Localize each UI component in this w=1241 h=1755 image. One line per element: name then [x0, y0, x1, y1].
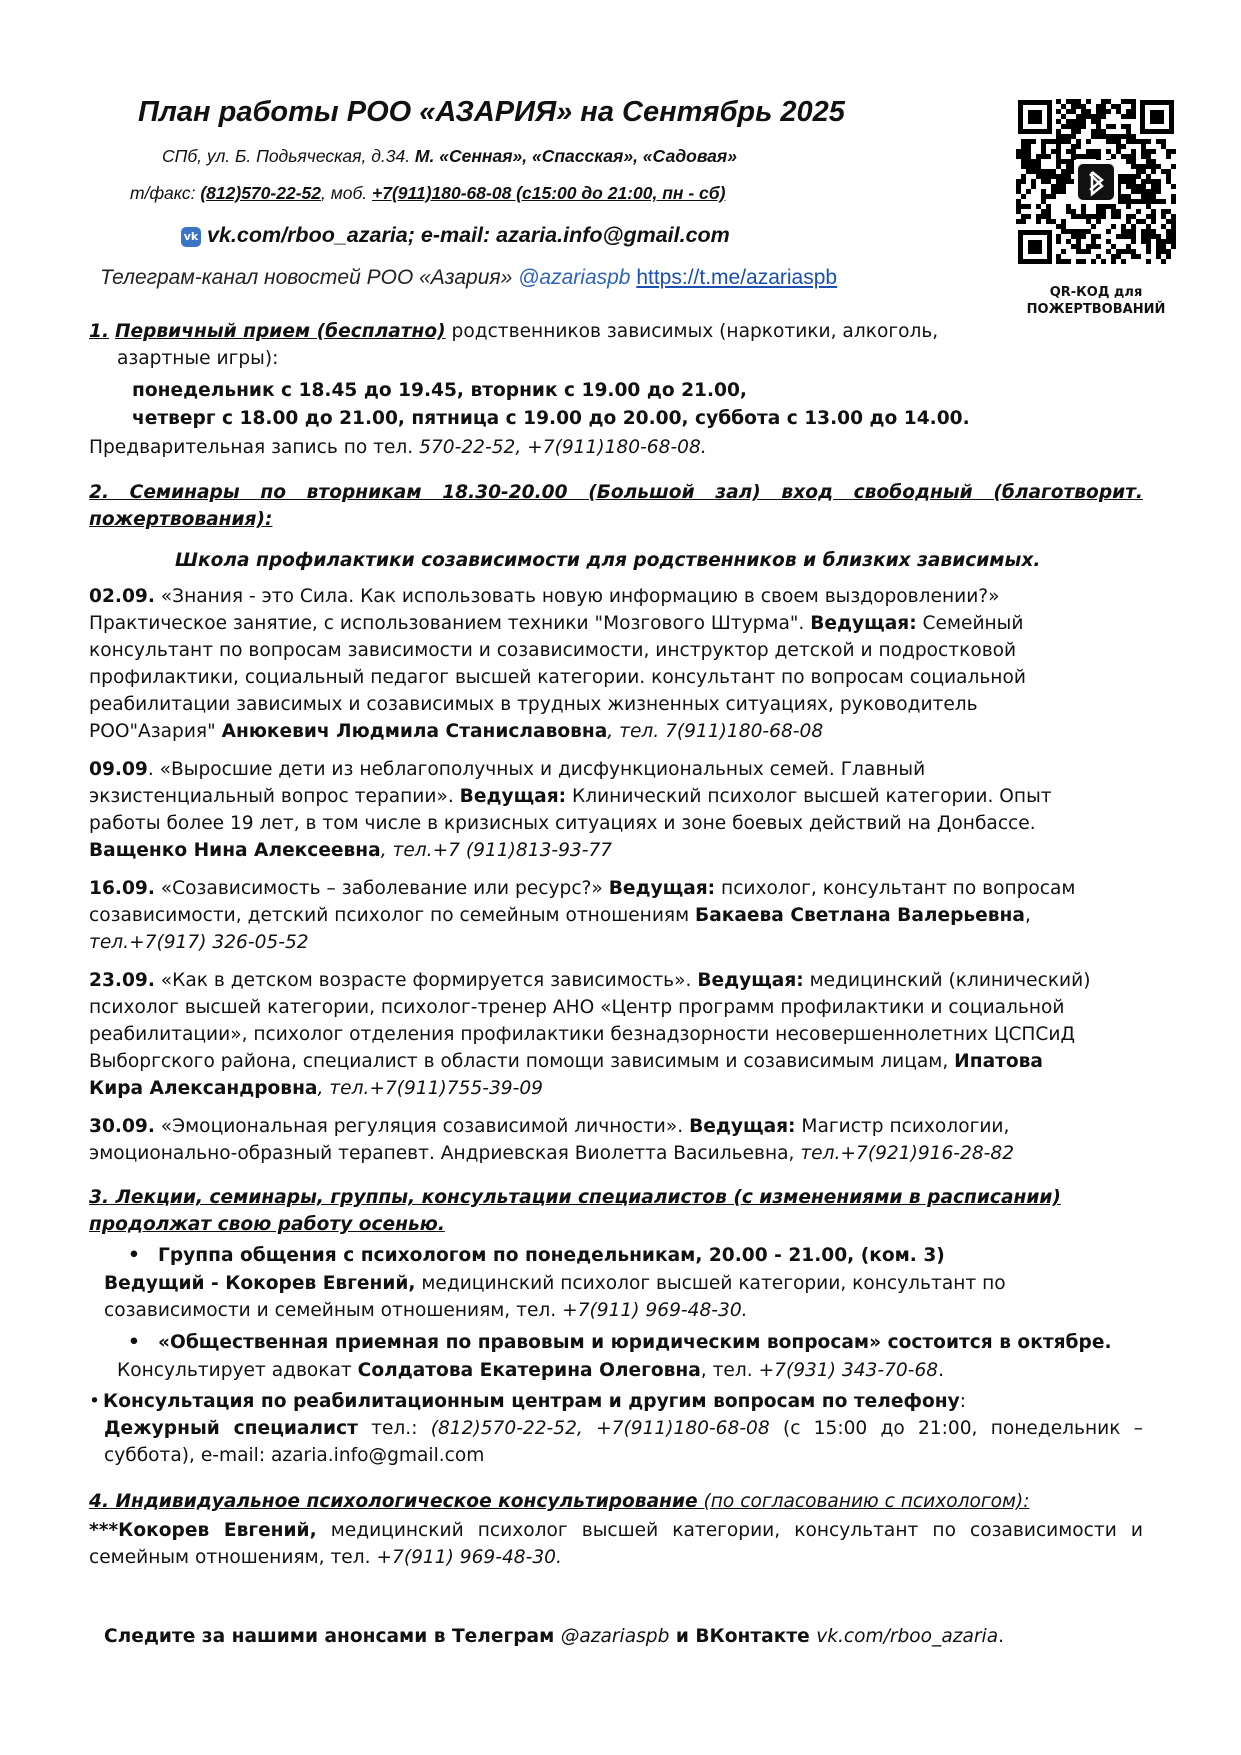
consultant-text: медицинский психолог высшей категории, консультант по созависимости и	[316, 1520, 1143, 1541]
bullet: •	[89, 1391, 100, 1412]
section-3-heading	[89, 1184, 1061, 1211]
seminar-line: консультант по вопросам зависимости и созависимости, инструктор детской и подростковой	[89, 640, 1017, 661]
footer-text: и ВКонтакте	[669, 1626, 817, 1647]
vk-email-line	[181, 223, 730, 248]
schedule-line-1: понедельник с 18.45 до 19.45, вторник с 19.00 до 21.00,	[132, 380, 747, 401]
consultant-name: ***Кокорев Евгений,	[89, 1520, 317, 1541]
seminar-text: эмоционально-образный терапевт. Андриевская Виолетта Васильевна,	[89, 1143, 801, 1164]
phone-consult-colon: :	[959, 1391, 966, 1412]
reception-text: Консультирует адвокат	[117, 1360, 358, 1381]
presenter-label: Ведущая:	[608, 878, 716, 899]
seminar-text: медицинский (клинический)	[803, 970, 1091, 991]
seminar-line	[89, 718, 823, 745]
section-3-heading-cont	[89, 1211, 445, 1238]
consultant-text: семейным отношениям, тел.	[89, 1547, 377, 1568]
presenter-label: Ведущая:	[697, 970, 804, 991]
seminar-text: созависимости, детский психолог по семейным отношениям	[89, 905, 696, 926]
qr-caption-line-2: ПОЖЕРТВОВАНИЙ	[1026, 302, 1166, 317]
seminar-line: работы более 19 лет, в том числе в кризисных ситуациях и зоне боевых действий на Донбассе.	[89, 813, 1036, 834]
reception-title: «Общественная приемная по правовым и юридическим вопросам» состоится в октябре.	[158, 1332, 1112, 1353]
presenter-phone: тел.+7(921)916-28-82	[800, 1143, 1015, 1164]
section-1-text: родственников зависимых (наркотики, алкоголь,	[445, 321, 939, 342]
seminar-line	[89, 1075, 543, 1102]
presenter-name: Бакаева Светлана Валерьевна	[695, 905, 1025, 926]
section-4-title: 4. Индивидуальное психологическое консультирование	[89, 1491, 698, 1512]
section-4-heading	[89, 1488, 1030, 1515]
seminar-text: Магистр психологии,	[795, 1116, 1010, 1137]
presenter-phone: , тел.+7 (911)813-93-77	[380, 840, 613, 861]
presenter-phone: , тел.+7(911)755-39-09	[317, 1078, 544, 1099]
presenter-name: Ипатова	[954, 1051, 1043, 1072]
seminar-text: психолог, консультант по вопросам	[715, 878, 1076, 899]
reception-name: Солдатова Екатерина Олеговна	[357, 1360, 701, 1381]
list-item	[128, 1329, 1112, 1356]
reception-text: .	[938, 1360, 945, 1381]
seminar-line	[89, 756, 925, 783]
footer-text: Следите за нашими анонсами в Телеграм	[104, 1626, 561, 1647]
seminar-line	[89, 1048, 1043, 1075]
seminar-text: Семейный	[916, 613, 1024, 634]
section-3-heading-line-1: 3. Лекции, семинары, группы, консультации специалистов (с изменениями в расписании)	[89, 1187, 1061, 1208]
section-1-title: Первичный прием (бесплатно)	[114, 321, 446, 342]
telegram-link[interactable]: https://t.me/azariaspb	[636, 266, 838, 289]
group-lead-text: медицинский психолог высшей категории, консультант по	[415, 1273, 1006, 1294]
presenter-label: Ведущая:	[810, 613, 917, 634]
seminar-line	[89, 1113, 1009, 1140]
presenter-name: Анюкевич Людмила Станиславовна	[221, 721, 608, 742]
qr-caption-line-1: QR-КОД для	[1049, 285, 1143, 300]
section-4-line	[89, 1544, 562, 1571]
section-3-heading-line-2: продолжат свою работу осенью.	[89, 1214, 445, 1235]
seminar-line	[89, 967, 1090, 994]
qr-caption	[1003, 284, 1189, 318]
seminar-topic: . «Выросшие дети из неблагополучных и дисфункциональных семей. Главный	[147, 759, 926, 780]
seminar-topic: «Знания - это Сила. Как использовать новую информацию в своем выздоровлении?»	[154, 586, 1000, 607]
duty-label: Дежурный специалист	[104, 1418, 358, 1439]
section-2-heading-line-2: пожертвования):	[89, 509, 273, 530]
consultant-phone: +7(911) 969-48-30.	[376, 1547, 562, 1568]
seminar-date: 02.09.	[89, 586, 155, 607]
presenter-label: Ведущая:	[689, 1116, 796, 1137]
seminar-line	[89, 1140, 1014, 1167]
seminar-line	[89, 783, 1052, 810]
seminar-date: 16.09.	[89, 878, 155, 899]
mobile-label: , моб.	[320, 183, 373, 203]
presenter-name: Кира Александровна	[89, 1078, 318, 1099]
footer-text: .	[998, 1626, 1005, 1647]
address-line	[162, 146, 737, 167]
seminar-topic: «Эмоциональная регуляция созависимой личности».	[154, 1116, 690, 1137]
presenter-name: Ващенко Нина Алексеевна	[89, 840, 381, 861]
presenter-phone: тел.+7(917) 326-05-52	[89, 932, 309, 953]
group-lead-phone: +7(911) 969-48-30.	[562, 1300, 748, 1321]
group-lead-name: Ведущий - Кокорев Евгений,	[104, 1273, 416, 1294]
group-title: Группа общения с психологом по понедельникам, 20.00 - 21.00, (ком. 3)	[158, 1245, 945, 1266]
duty-line	[104, 1415, 1143, 1442]
vk-icon: vk	[181, 227, 201, 247]
seminar-line	[89, 902, 1031, 929]
presenter-label: Ведущая:	[459, 786, 567, 807]
telegram-line	[100, 266, 837, 290]
seminar-line	[89, 583, 1000, 610]
duty-line: суббота), e-mail: azaria.info@gmail.com	[104, 1445, 485, 1466]
schedule-line-2: четверг с 18.00 до 21.00, пятница с 19.00 до 20.00, суббота с 13.00 до 14.00.	[132, 408, 970, 429]
group-lead-text: созависимости и семейным отношениям, тел.	[104, 1300, 563, 1321]
seminar-date: 09.09	[89, 759, 148, 780]
seminar-text: РОО"Азария"	[89, 721, 222, 742]
phone-main[interactable]: (812)570-22-52	[200, 183, 321, 203]
address-text: СПб, ул. Б. Подьяческая, д.34.	[162, 146, 415, 166]
seminar-line: психолог высшей категории, психолог-тренер АНО «Центр программ профилактики и социальной	[89, 997, 1065, 1018]
phone-consult-title: Консультация по реабилитационным центрам и другим вопросам по телефону	[103, 1391, 960, 1412]
seminar-text: Выборгского района, специалист в области помощи зависимым и созависимым лицам,	[89, 1051, 955, 1072]
bullet: •	[128, 1332, 140, 1353]
list-item	[128, 1242, 945, 1269]
seminar-line	[89, 837, 612, 864]
duty-text: тел.:	[357, 1418, 431, 1439]
seminar-line: реабилитации зависимых и созависимых в трудных жизненных ситуациях, руководитель	[89, 694, 978, 715]
footer-line	[104, 1623, 1004, 1650]
reception-phone: +7(931) 343-70-68	[758, 1360, 939, 1381]
bluetooth-icon	[1078, 164, 1114, 200]
seminar-line	[89, 610, 1023, 637]
group-lead-line	[104, 1270, 1006, 1297]
seminar-topic: «Созависимость – заболевание или ресурс?»	[154, 878, 609, 899]
prereg-label: Предварительная запись по тел.	[89, 437, 420, 458]
seminar-topic: «Как в детском возрасте формируется зависимость».	[154, 970, 698, 991]
group-lead-line	[104, 1297, 748, 1324]
duty-phones: (812)570-22-52, +7(911)180-68-08	[430, 1418, 770, 1439]
seminar-text: ,	[1024, 905, 1031, 926]
metro-stations: М. «Сенная», «Спасская», «Садовая»	[414, 146, 737, 166]
section-1-heading	[89, 318, 938, 345]
reception-line	[117, 1357, 944, 1384]
footer-vk-link[interactable]: vk.com/rboo_azaria	[816, 1626, 999, 1647]
section-1-number: 1.	[89, 321, 110, 342]
seminar-text: Практическое занятие, с использованием техники "Мозгового Штурма".	[89, 613, 811, 634]
seminar-line	[89, 875, 1075, 902]
vk-email-text[interactable]: vk.com/rboo_azaria; e-mail: azaria.info@gmail.com	[207, 223, 730, 247]
prereg-line	[89, 434, 707, 461]
phone-line	[130, 183, 725, 204]
qr-code	[1016, 98, 1176, 266]
phone-mobile[interactable]: +7(911)180-68-08 (с15:00 до 21:00, пн - сб)	[372, 183, 726, 203]
seminar-line: реабилитации», психолог отделения профилактики безнадзорности несовершеннолетних ЦСПСиД	[89, 1024, 1076, 1045]
footer-telegram-handle[interactable]: @azariaspb	[560, 1626, 670, 1647]
reception-text: , тел.	[700, 1360, 759, 1381]
section-2-heading-line-1: 2. Семинары по вторникам 18.30-20.00 (Большой зал) вход свободный (благотворит.	[89, 482, 1143, 503]
telegram-handle[interactable]: @azariaspb	[518, 266, 631, 289]
telegram-text: Телеграм-канал новостей РОО «Азария»	[100, 266, 519, 289]
seminar-text: экзистенциальный вопрос терапии».	[89, 786, 460, 807]
section-2-heading-cont	[89, 506, 272, 533]
section-4-line	[89, 1517, 1143, 1544]
bullet: •	[128, 1245, 140, 1266]
section-1-text-cont: азартные игры):	[117, 348, 279, 369]
section-2-heading	[89, 479, 1143, 506]
presenter-phone: , тел. 7(911)180-68-08	[607, 721, 824, 742]
seminar-date: 30.09.	[89, 1116, 155, 1137]
phone-label: т/факс:	[130, 183, 201, 203]
prereg-phones: 570-22-52, +7(911)180-68-08.	[419, 437, 707, 458]
section-4-note: (по согласованию с психологом):	[697, 1491, 1030, 1512]
seminar-date: 23.09.	[89, 970, 155, 991]
seminar-text: Клинический психолог высшей категории. Опыт	[566, 786, 1052, 807]
list-item	[89, 1388, 966, 1415]
seminar-line: профилактики, социальный педагог высшей категории. консультант по вопросам социальной	[89, 667, 1026, 688]
school-title: Школа профилактики созависимости для родственников и близких зависимых.	[175, 550, 1041, 571]
page-title: План работы РОО «АЗАРИЯ» на Сентябрь 2025	[138, 96, 845, 128]
duty-text: (с 15:00 до 21:00, понедельник –	[769, 1418, 1143, 1439]
